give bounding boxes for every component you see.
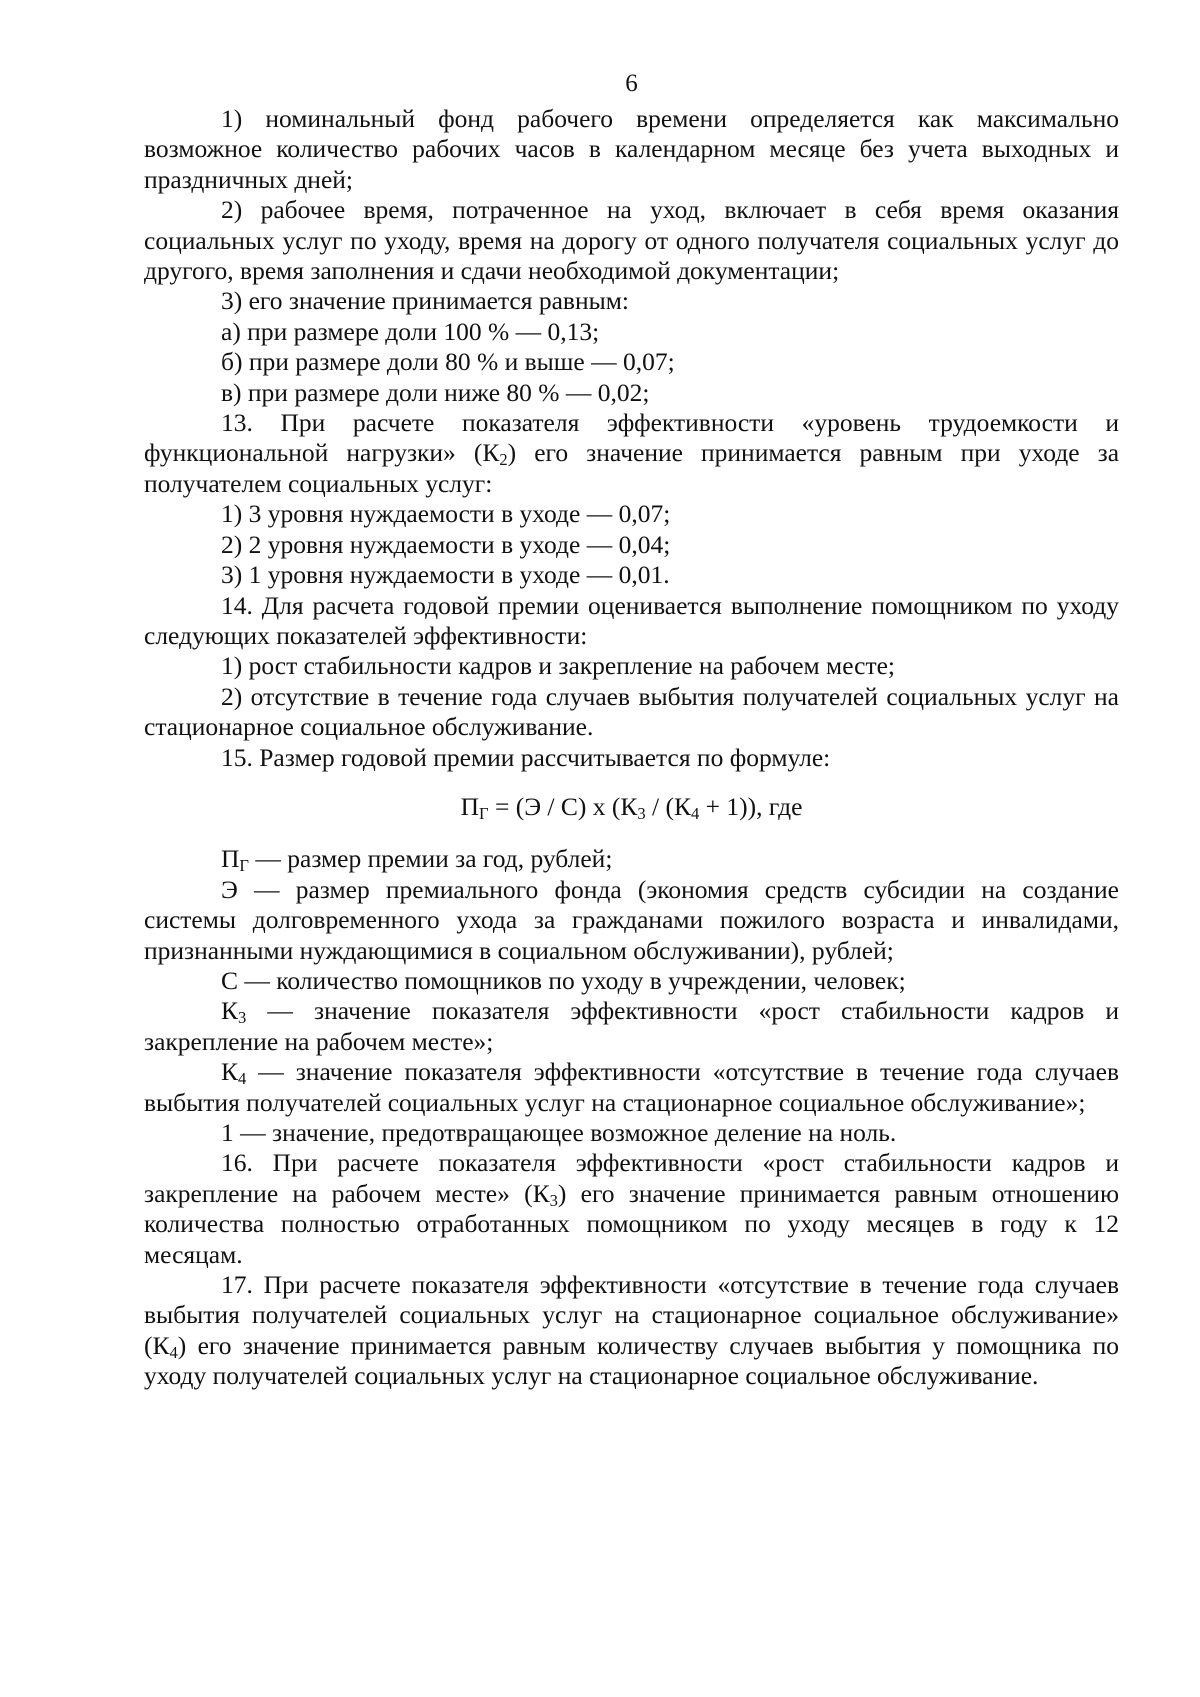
bonus-formula <box>144 792 1119 822</box>
definition-k3-text: — значение показателя эффективности «рост стабильности кадров и закрепление на рабочем месте»; <box>144 996 1119 1056</box>
list-item-staff-stability: 1) рост стабильности кадров и закрепление на рабочем месте; <box>221 651 896 681</box>
paragraph-17-text-a: 17. При расчете показателя эффективности «отсутствие в течение года случаев выбытия получателей социальных услуг на стационарное социальное обслуживание» (К <box>144 1270 1119 1360</box>
formula-part-1: = (Э / С) х (К <box>488 791 638 821</box>
paragraph-16-text-b: ) его значение принимается равным отношению количества полностью отработанных помощником по уходу месяцев в году к 12 месяцам. <box>144 1178 1119 1269</box>
definition-pg-text: — размер премии за год, рублей; <box>249 844 613 874</box>
list-item-share-80-above: б) при размере доли 80 % и выше — 0,07; <box>221 347 675 377</box>
list-item-level-3: 1) 3 уровня нуждаемости в уходе — 0,07; <box>221 499 671 529</box>
list-item-share-below-80: в) при размере доли ниже 80 % — 0,02; <box>221 377 650 407</box>
paragraph-care-time: 2) рабочее время, потраченное на уход, включает в себя время оказания социальных услуг по уходу, время на дорогу от одного получателя социальных услуг до другого, время заполнения и сдачи необходимой документации; <box>144 195 1119 286</box>
formula-part-2: / (К <box>645 791 692 821</box>
paragraph-17-text-b: ) его значение принимается равным количеству случаев выбытия у помощника по уходу получателей социальных услуг на стационарное социальное обслуживание. <box>144 1330 1119 1391</box>
definition-k4-subscript: 4 <box>238 1069 247 1089</box>
paragraph-16-subscript: 3 <box>549 1190 558 1210</box>
formula-part-3: + 1)), где <box>699 791 803 821</box>
definition-k3-subscript: 3 <box>238 1008 247 1028</box>
paragraph-17 <box>144 1270 1119 1392</box>
formula-p-subscript: Г <box>479 804 489 824</box>
list-item-level-2: 2) 2 уровня нуждаемости в уходе — 0,04; <box>221 529 671 559</box>
definition-pg-symbol: П <box>221 844 240 874</box>
definition-e: Э — размер премиального фонда (экономия средств субсидии на создание системы долговременного ухода за гражданами пожилого возраста и инвалидами, признанными нуждающимися в социальном обслуживании), рублей; <box>144 874 1119 965</box>
definition-pg <box>144 844 1119 874</box>
formula-p-symbol: П <box>460 791 480 821</box>
paragraph-13-text-a: 13. При расчете показателя эффективности «уровень трудоемкости и функциональной нагрузки» (К <box>144 408 1119 468</box>
page-number: 6 <box>625 70 638 97</box>
document-page <box>144 66 1119 1392</box>
paragraph-nominal-fund: 1) номинальный фонд рабочего времени определяется как максимально возможное количество рабочих часов в календарном месяце без учета выходных и праздничных дней; <box>144 104 1119 194</box>
list-item-no-dropouts: 2) отсутствие в течение года случаев выбытия получателей социальных услуг на стационарное социальное обслуживание. <box>144 681 1119 742</box>
list-item-level-1: 3) 1 уровня нуждаемости в уходе — 0,01. <box>221 560 670 590</box>
definition-k3 <box>144 996 1119 1057</box>
paragraph-13 <box>144 408 1119 499</box>
paragraph-13-subscript: 2 <box>499 450 508 470</box>
definition-k4-text: — значение показателя эффективности «отсутствие в течение года случаев выбытия получателей социальных услуг на стационарное социальное обслуживание»; <box>144 1057 1119 1117</box>
paragraph-value-equal: 3) его значение принимается равным: <box>221 286 629 316</box>
definition-k3-symbol: К <box>221 996 239 1026</box>
paragraph-16-text-a: 16. При расчете показателя эффективности «рост стабильности кадров и закрепление на рабочем месте» (К <box>144 1148 1119 1208</box>
paragraph-13-text-b: ) его значение принимается равным при уходе за получателем социальных услуг: <box>144 438 1120 498</box>
paragraph-16 <box>144 1148 1119 1270</box>
formula-k4-subscript: 4 <box>691 804 700 824</box>
definition-one: 1 — значение, предотвращающее возможное деление на ноль. <box>221 1118 897 1147</box>
definition-pg-subscript: Г <box>239 856 249 876</box>
definition-c: С — количество помощников по уходу в учреждении, человек; <box>221 965 906 995</box>
paragraph-15: 15. Размер годовой премии рассчитывается по формуле: <box>221 742 831 772</box>
definition-k4 <box>144 1057 1119 1118</box>
paragraph-14: 14. Для расчета годовой премии оценивается выполнение помощником по уходу следующих показателей эффективности: <box>144 590 1119 650</box>
list-item-share-100: а) при размере доли 100 % — 0,13; <box>221 316 600 346</box>
paragraph-17-subscript: 4 <box>169 1342 178 1362</box>
definition-k4-symbol: К <box>221 1057 239 1087</box>
formula-k3-subscript: 3 <box>637 804 646 824</box>
